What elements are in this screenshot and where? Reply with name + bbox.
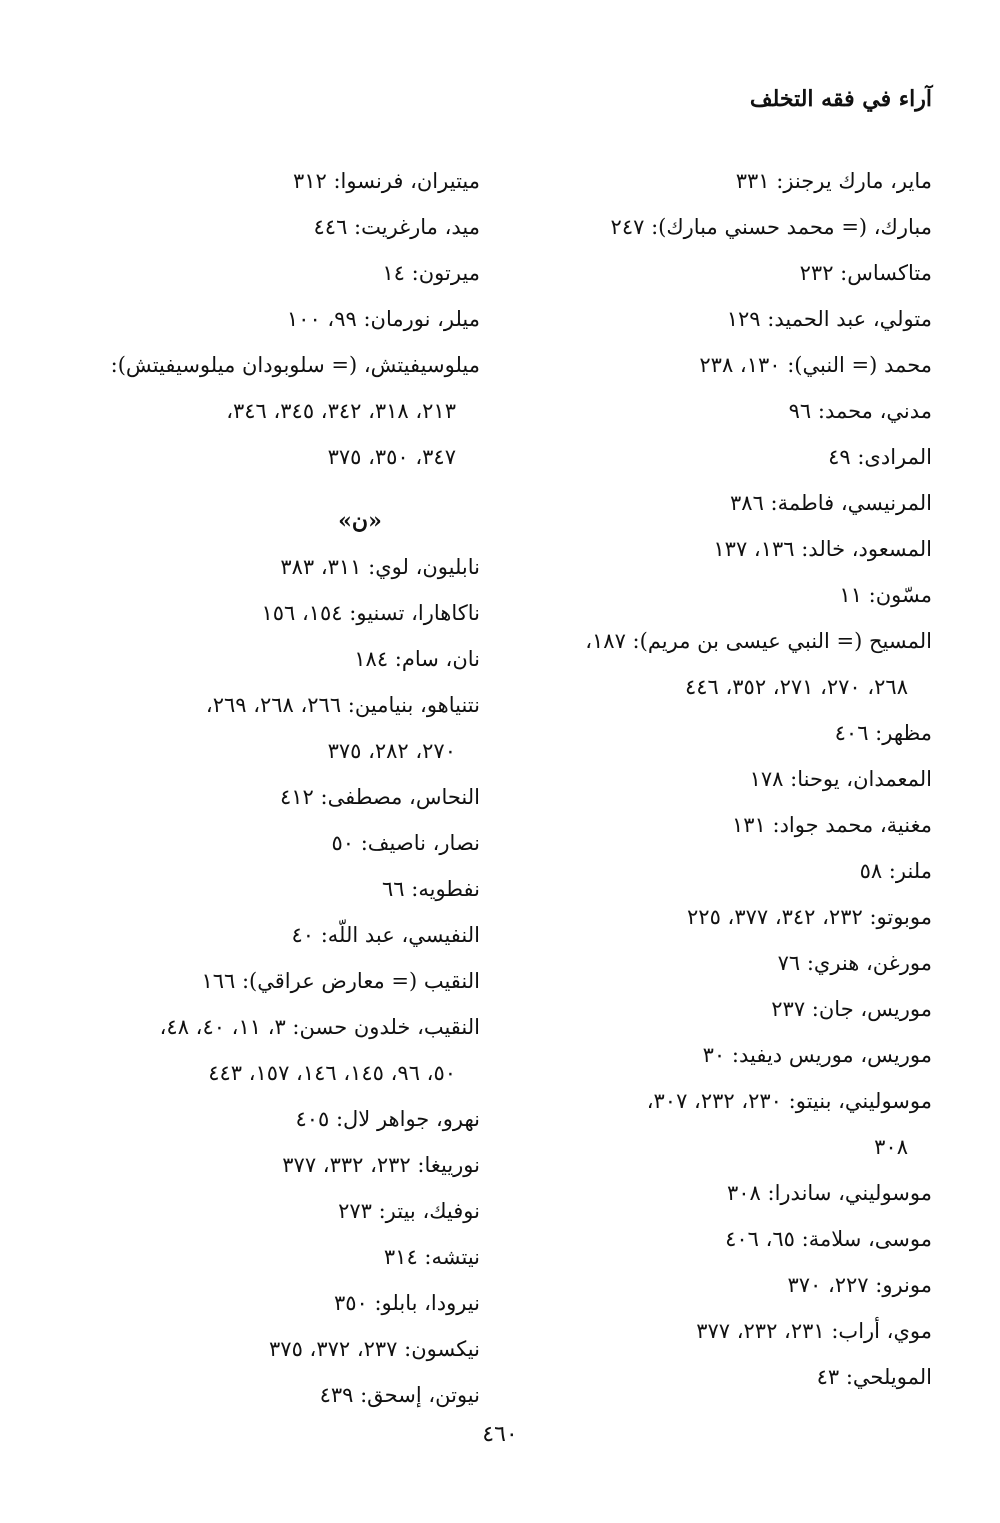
index-entry: نوفيك، بيتر: ٢٧٣ [338, 1199, 480, 1223]
index-entry: نهرو، جواهر لال: ٤٠٥ [295, 1107, 480, 1131]
index-entry: متاكساس: ٢٣٢ [799, 261, 932, 285]
index-entry: ميلر، نورمان: ٩٩، ١٠٠ [286, 307, 480, 331]
index-entry: مورغن، هنري: ٧٦ [777, 951, 932, 975]
index-entry: ماير، مارك يرجنز: ٣٣١ [735, 169, 932, 193]
index-entry: موريس، موريس ديفيد: ٣٠ [702, 1043, 932, 1067]
index-entry: نيتشه: ٣١٤ [383, 1245, 480, 1269]
index-entry: موريس، جان: ٢٣٧ [771, 997, 932, 1021]
index-entry: ملنر: ٥٨ [859, 859, 932, 883]
index-entry: نورييغا: ٢٣٢، ٣٣٢، ٣٧٧ [282, 1153, 480, 1177]
index-entry: مدني، محمد: ٩٦ [788, 399, 932, 423]
index-entry: مسّون: ١١ [839, 583, 932, 607]
index-entry: ميد، مارغريت: ٤٤٦ [313, 215, 480, 239]
index-entry: المعمدان، يوحنا: ١٧٨ [749, 767, 932, 791]
index-entry: المسعود، خالد: ١٣٦، ١٣٧ [713, 537, 932, 561]
index-entry: نتنياهو، بنيامين: ٢٦٦، ٢٦٨، ٢٦٩، ٢٧٠، ٢٨٢، ٣٧٥ [205, 693, 480, 763]
index-entry: محمد (= النبي): ١٣٠، ٢٣٨ [699, 353, 932, 377]
index-entry: مظهر: ٤٠٦ [834, 721, 932, 745]
running-header: آراء في فقه التخلف [749, 86, 932, 112]
section-heading: «ن» [338, 508, 382, 534]
index-entry: نابليون، لوي: ٣١١، ٣٨٣ [280, 555, 480, 579]
index-entry: نصار، ناصيف: ٥٠ [331, 831, 480, 855]
index-entry: ميلوسيفيتش، (= سلوبودان ميلوسيفيتش): ٢١٣، ٣١٨، ٣٤٢، ٣٤٥، ٣٤٦، ٣٤٧، ٣٥٠، ٣٧٥ [110, 353, 480, 469]
index-entry: متولي، عبد الحميد: ١٢٩ [726, 307, 932, 331]
index-column-left [72, 158, 480, 1418]
index-entry: مغنية، محمد جواد: ١٣١ [731, 813, 932, 837]
index-entry: النفيسي، عبد اللّه: ٤٠ [291, 923, 480, 947]
index-entry: ناكاهارا، تسنيو: ١٥٤، ١٥٦ [261, 601, 480, 625]
index-entry: موبوتو: ٢٣٢، ٣٤٢، ٣٧٧، ٢٢٥ [687, 905, 932, 929]
index-column-right [527, 158, 932, 1400]
page-number: ٤٦٠ [482, 1422, 518, 1447]
index-entry: المويلحي: ٤٣ [816, 1365, 932, 1389]
index-entry: المرادى: ٤٩ [828, 445, 932, 469]
index-entry: المسيح (= النبي عيسى بن مريم): ١٨٧، ٢٦٨، ٢٧٠، ٢٧١، ٣٥٢، ٤٤٦ [585, 629, 932, 699]
index-entry: ميتيران، فرنسوا: ٣١٢ [292, 169, 480, 193]
index-entry: نيوتن، إسحق: ٤٣٩ [319, 1383, 480, 1407]
index-entry: نيرودا، بابلو: ٣٥٠ [333, 1291, 480, 1315]
index-entry: مونرو: ٢٢٧، ٣٧٠ [787, 1273, 932, 1297]
index-entry: موي، أراب: ٢٣١، ٢٣٢، ٣٧٧ [696, 1319, 932, 1343]
index-entry: النقيب، خلدون حسن: ٣، ١١، ٤٠، ٤٨، ٥٠، ٩٦، ١٤٥، ١٤٦، ١٥٧، ٤٤٣ [159, 1015, 480, 1085]
index-entry: النحاس، مصطفى: ٤١٢ [279, 785, 480, 809]
index-entry: نيكسون: ٢٣٧، ٣٧٢، ٣٧٥ [269, 1337, 480, 1361]
index-entry: المرنيسي، فاطمة: ٣٨٦ [730, 491, 932, 515]
index-entry: ميرتون: ١٤ [382, 261, 480, 285]
index-entry: مبارك، (= محمد حسني مبارك): ٢٤٧ [610, 215, 932, 239]
index-entry: موسوليني، بنيتو: ٢٣٠، ٢٣٢، ٣٠٧، ٣٠٨ [646, 1089, 932, 1159]
index-entry: موسى، سلامة: ٦٥، ٤٠٦ [725, 1227, 932, 1251]
index-entry: النقيب (= معارض عراقي): ١٦٦ [201, 969, 480, 993]
index-entry: نان، سام: ١٨٤ [354, 647, 480, 671]
index-entry: موسوليني، ساندرا: ٣٠٨ [726, 1181, 932, 1205]
index-entry: نفطويه: ٦٦ [382, 877, 480, 901]
